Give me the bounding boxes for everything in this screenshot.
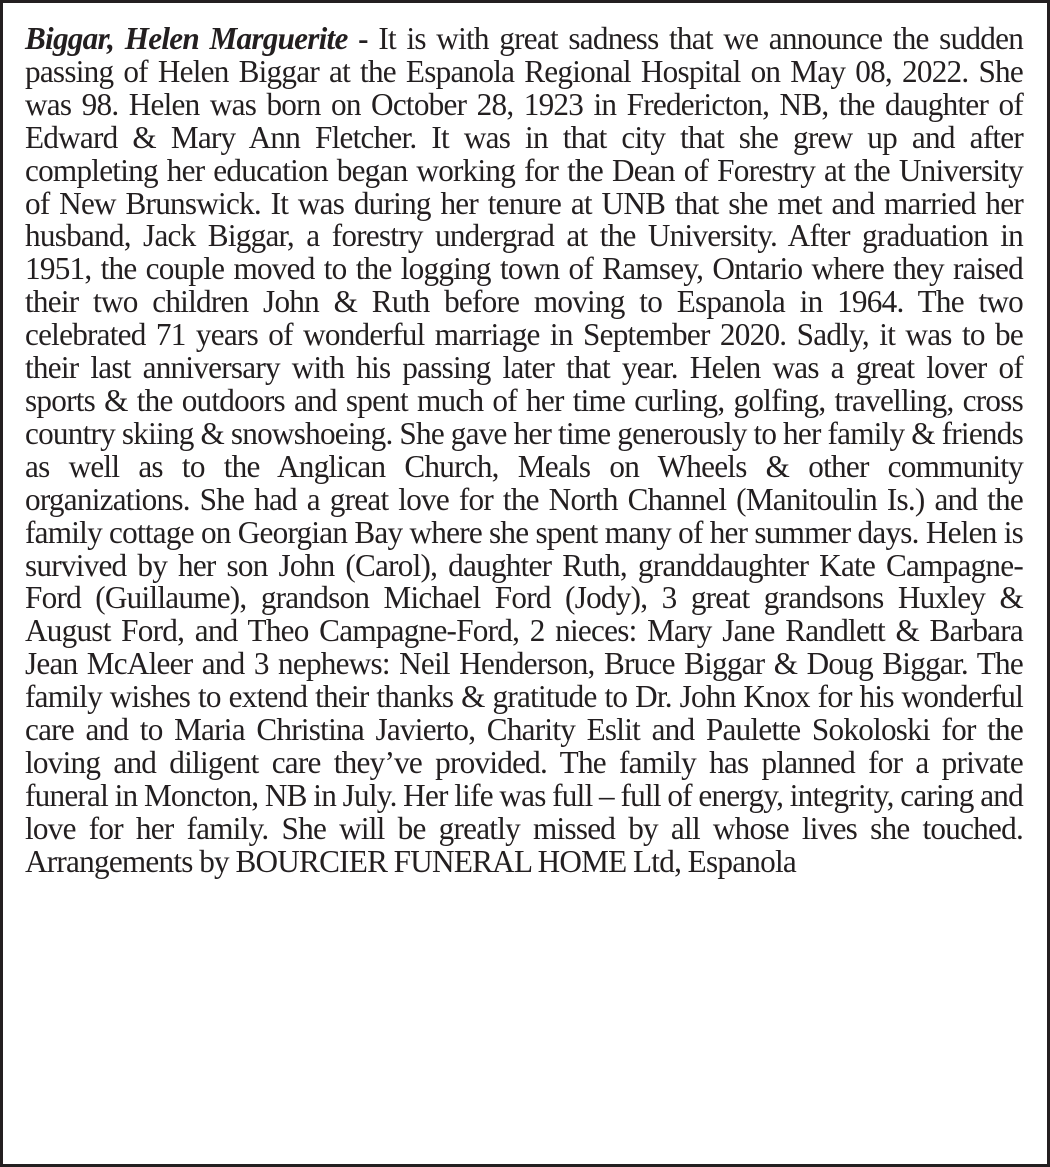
deceased-name: Biggar, Helen Marguerite xyxy=(25,21,348,56)
obituary-text xyxy=(25,23,1023,879)
name-separator: - xyxy=(358,21,368,56)
obituary-body: It is with great sadness that we announce the sudden passing of Helen Biggar at the Espanola Regional Hospital on May 08, 2022. She was 98. Helen was born on October 28, 1923 in Fredericton, NB, the daughter of Edward & Mary Ann Fletcher. It was in that city that she grew up and after completing her education began working for the Dean of Forestry at the University of New Brunswick. It was during her tenure at UNB that she met and married her husband, Jack Biggar, a forestry undergrad at the University. After graduation in 1951, the couple moved to the logging town of Ramsey, Ontario where they raised their two children John & Ruth before moving to Espanola in 1964. The two celebrated 71 years of wonderful marriage in September 2020. Sadly, it was to be their last anniversary with his passing later that year. Helen was a great lover of sports & the outdoors and spent much of her time curling, golfing, travelling, cross country skiing & snowshoeing. She gave her time generously to her family & friends as well as to the Anglican Church, Meals on Wheels & other community organizations. She had a great love for the North Channel (Manitoulin Is.) and the family cottage on Georgian Bay where she spent many of her summer days. Helen is survived by her son John (Carol), daughter Ruth, granddaughter Kate Campagne-Ford (Guillaume), grandson Michael Ford (Jody), 3 great grandsons Huxley & August Ford, and Theo Campagne-Ford, 2 nieces: Mary Jane Randlett & Barbara Jean McAleer and 3 nephews: Neil Henderson, Bruce Biggar & Doug Biggar. The family wishes to extend their thanks & gratitude to Dr. John Knox for his wonderful care and to Maria Christina Javierto, Charity Eslit and Paulette Sokoloski for the loving and diligent care they’ve provided. The family has planned for a private funeral in Moncton, NB in July. Her life was full – full of energy, integrity, caring and love for her family. She will be greatly missed by all whose lives she touched. Arrangements by BOURCIER FUNERAL HOME Ltd, Espanola xyxy=(25,21,1024,879)
